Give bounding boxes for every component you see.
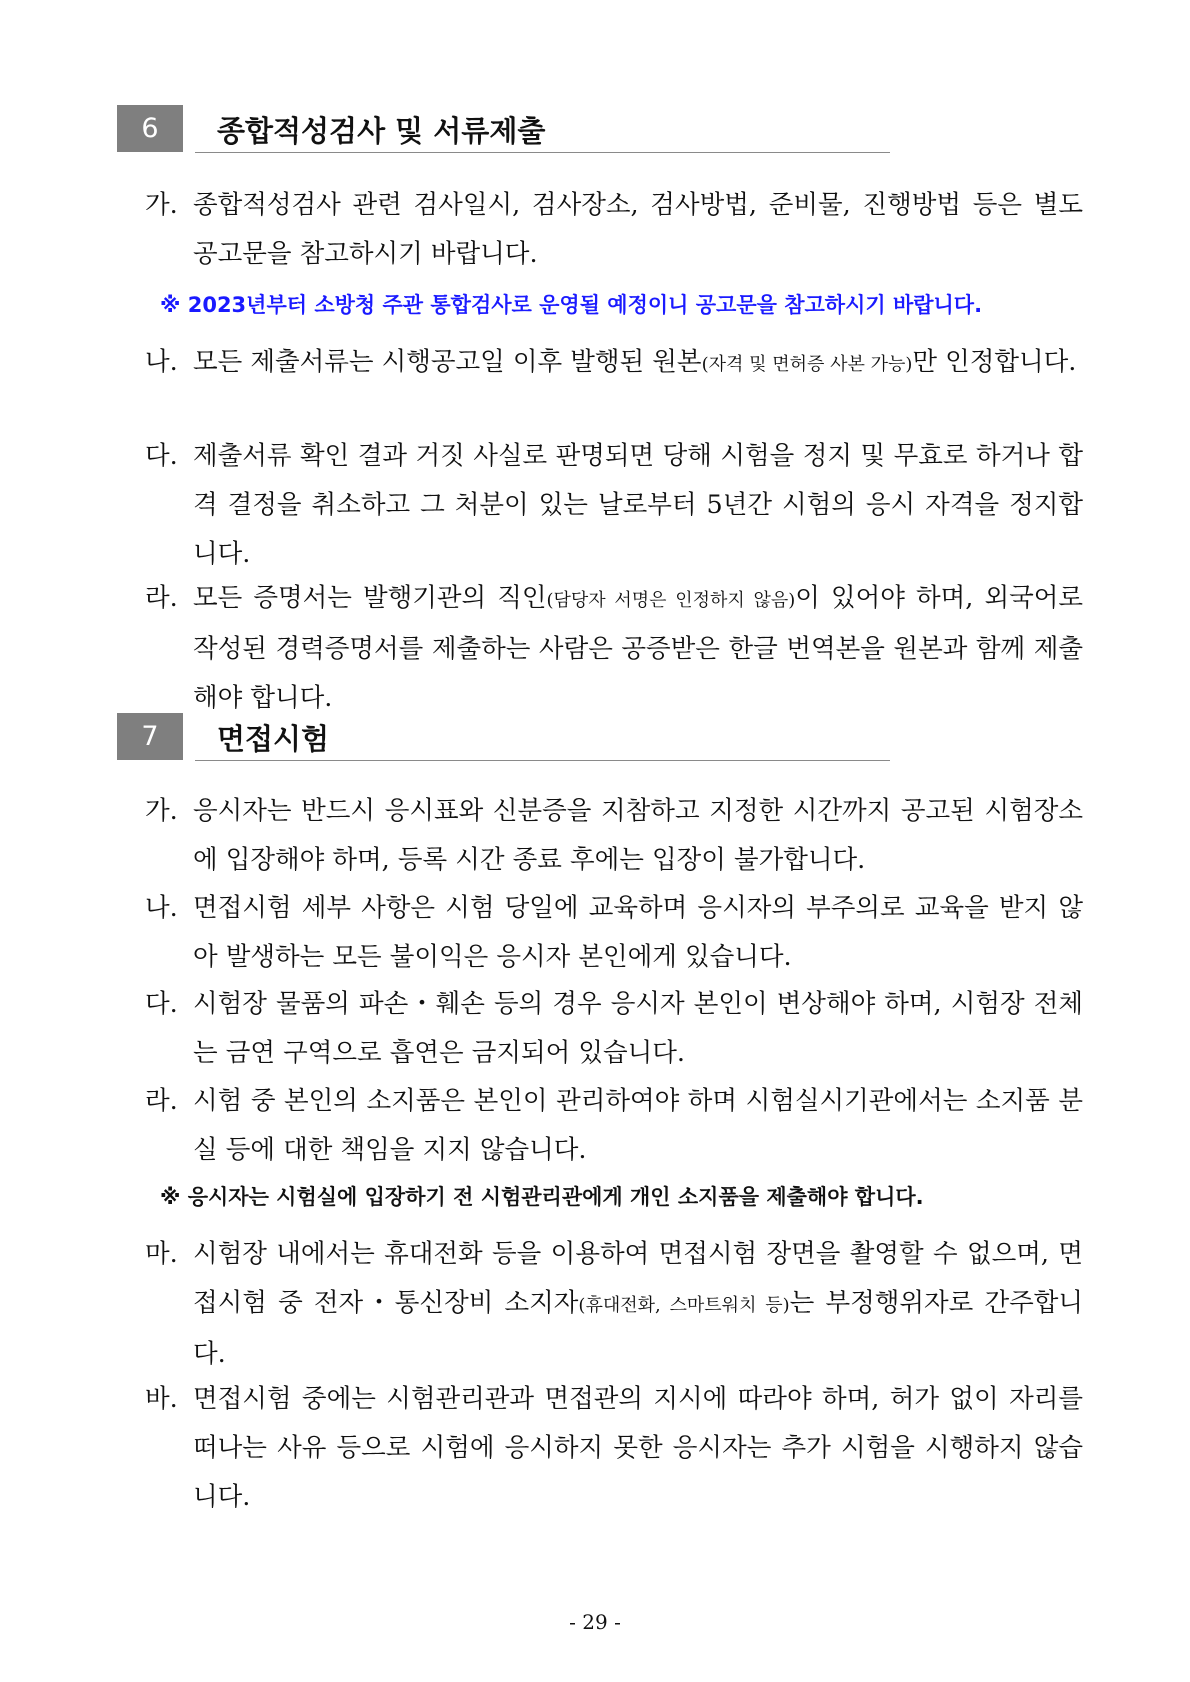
- section-6-note: ※ 2023년부터 소방청 주관 통합검사로 운영될 예정이니 공고문을 참고하시기 바랍니다.: [160, 293, 983, 317]
- list-item: [145, 1077, 1083, 1175]
- item-text-small: (자격 및 면허증 사본 가능): [701, 354, 913, 375]
- item-text: 제출서류 확인 결과 거짓 사실로 판명되면 당해 시험을 정지 및 무효로 하거나 합격 결정을 취소하고 그 처분이 있는 날로부터 5년간 시험의 응시 자격을 정지합니다.: [193, 441, 1083, 569]
- item-text-main: 시험장 내에서는 휴대전화 등을 이용하여 면접시험 장면을 촬영할 수 없으며, 면접시험 중 전자・통신장비 소지자: [193, 1239, 1083, 1318]
- section-title: 면접시험: [217, 722, 330, 756]
- list-item: [145, 884, 1083, 982]
- item-text: 면접시험 중에는 시험관리관과 면접관의 지시에 따라야 하며, 허가 없이 자리를 떠나는 사유 등으로 시험에 응시하지 못한 응시자는 추가 시험을 시행하지 않습니다.: [193, 1384, 1083, 1512]
- item-text-tail: 만 인정합니다.: [912, 347, 1077, 377]
- item-marker: 가.: [145, 190, 178, 220]
- item-marker: 가.: [145, 796, 178, 826]
- item-text-main: 모든 증명서는 발행기관의 직인: [193, 583, 547, 613]
- item-marker: 나.: [145, 347, 178, 377]
- item-text: 종합적성검사 관련 검사일시, 검사장소, 검사방법, 준비물, 진행방법 등은 별도 공고문을 참고하시기 바랍니다.: [193, 190, 1083, 269]
- item-text: 시험 중 본인의 소지품은 본인이 관리하여야 하며 시험실시기관에서는 소지품 분실 등에 대한 책임을 지지 않습니다.: [193, 1086, 1083, 1165]
- item-text: 시험장 물품의 파손・훼손 등의 경우 응시자 본인이 변상해야 하며, 시험장 전체는 금연 구역으로 흡연은 금지되어 있습니다.: [193, 989, 1083, 1068]
- item-marker: 마.: [145, 1239, 178, 1269]
- item-text-tail: 는 부정행위자로 간주합니다.: [193, 1288, 1083, 1369]
- section-underline: [195, 152, 890, 153]
- item-text: 응시자는 반드시 응시표와 신분증을 지참하고 지정한 시간까지 공고된 시험장소에 입장해야 하며, 등록 시간 종료 후에는 입장이 불가합니다.: [193, 796, 1083, 875]
- item-text-small: (휴대전화, 스마트워치 등): [578, 1295, 790, 1316]
- item-marker: 라.: [145, 583, 178, 613]
- item-text: [193, 574, 1083, 723]
- item-text: [193, 1230, 1083, 1379]
- section-title: 종합적성검사 및 서류제출: [217, 114, 546, 148]
- item-text-main: 모든 제출서류는 시행공고일 이후 발행된 원본: [193, 347, 702, 377]
- item-text-tail: 이 있어야 하며, 외국어로 작성된 경력증명서를 제출하는 사람은 공증받은 한글 번역본을 원본과 함께 제출해야 합니다.: [193, 583, 1083, 713]
- section-7-note: ※ 응시자는 시험실에 입장하기 전 시험관리관에게 개인 소지품을 제출해야 합니다.: [160, 1185, 924, 1209]
- section-underline: [195, 760, 890, 761]
- list-item: [145, 1230, 1083, 1379]
- list-item: [145, 787, 1083, 885]
- section-7-header: [117, 713, 890, 761]
- section-6-header: [117, 105, 890, 153]
- list-item: [145, 574, 1083, 723]
- list-item: [145, 1375, 1083, 1522]
- item-text: [193, 338, 1083, 389]
- page-number: - 29 -: [569, 1610, 621, 1634]
- item-text-small: (담당자 서명은 인정하지 않음): [546, 590, 796, 611]
- item-marker: 라.: [145, 1086, 178, 1116]
- item-marker: 바.: [145, 1384, 178, 1414]
- item-marker: 다.: [145, 441, 178, 471]
- list-item: [145, 980, 1083, 1078]
- item-text: 면접시험 세부 사항은 시험 당일에 교육하며 응시자의 부주의로 교육을 받지 않아 발생하는 모든 불이익은 응시자 본인에게 있습니다.: [193, 893, 1083, 972]
- item-marker: 나.: [145, 893, 178, 923]
- list-item: [145, 181, 1083, 279]
- section-number-box: 6: [117, 105, 183, 152]
- item-marker: 다.: [145, 989, 178, 1019]
- list-item: [145, 338, 1083, 389]
- list-item: [145, 432, 1083, 579]
- section-number-box: 7: [117, 713, 183, 760]
